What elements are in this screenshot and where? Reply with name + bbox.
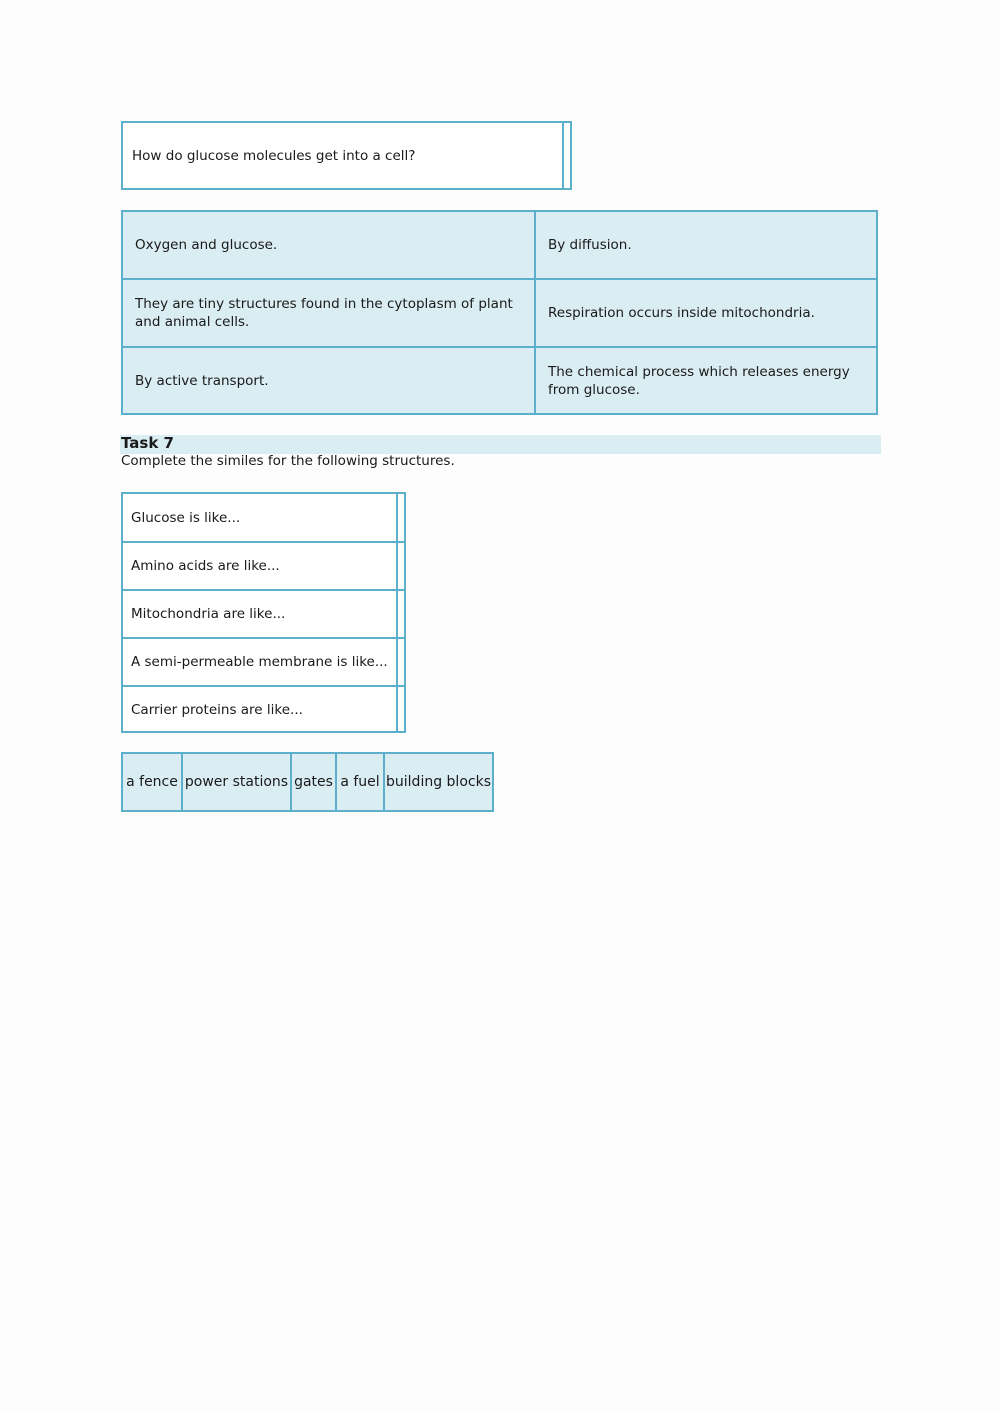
question-box [121, 121, 572, 190]
simile-prompt: Glucose is like... [131, 510, 241, 526]
word-bank-option[interactable]: a fuel [337, 754, 385, 810]
word-bank-option[interactable]: a fence [123, 754, 183, 810]
answer-tile[interactable]: Respiration occurs inside mitochondria. [548, 305, 815, 321]
answer-grid [121, 210, 878, 415]
answer-tile[interactable]: The chemical process which releases energy from glucose. [548, 363, 850, 398]
question-text: How do glucose molecules get into a cell? [132, 148, 416, 164]
simile-prompt: A semi-permeable membrane is like... [131, 654, 388, 670]
answer-tile[interactable]: They are tiny structures found in the cytoplasm of plant and animal cells. [135, 296, 513, 330]
word-bank-option[interactable]: gates [292, 754, 337, 810]
simile-prompt: Carrier proteins are like... [131, 702, 303, 718]
word-bank-option[interactable]: building blocks [386, 774, 491, 790]
simile-prompt: Mitochondria are like... [131, 606, 286, 622]
simile-prompt: Amino acids are like... [131, 558, 280, 574]
answer-tile[interactable]: Oxygen and glucose. [135, 237, 278, 253]
task-title: Task 7 [121, 434, 174, 452]
task-instructions: Complete the similes for the following structures. [121, 453, 455, 469]
similes-table [121, 492, 406, 733]
answer-tile[interactable]: By diffusion. [548, 237, 632, 253]
answer-tile[interactable]: By active transport. [135, 372, 269, 389]
question-box-divider [562, 123, 564, 188]
word-bank-option[interactable]: power stations [183, 754, 292, 810]
task-heading-band [120, 435, 881, 454]
word-bank [121, 752, 494, 812]
